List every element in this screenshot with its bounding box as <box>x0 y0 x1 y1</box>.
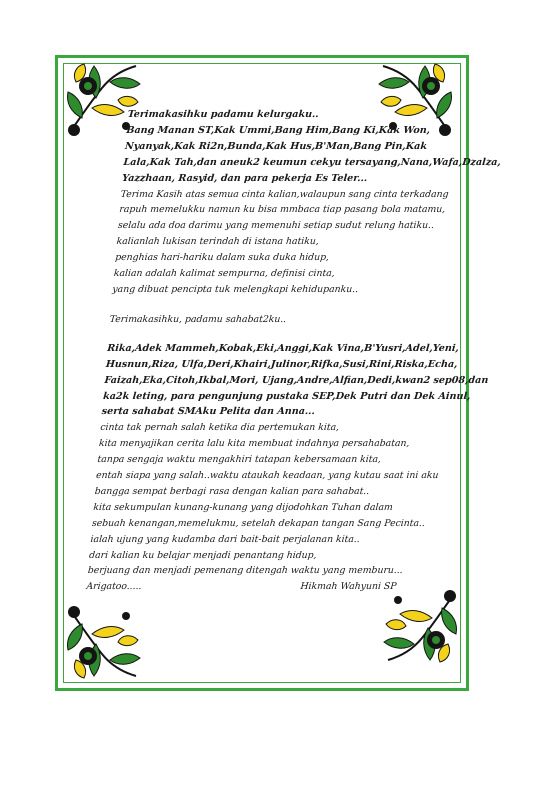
letter-line: selalu ada doa darimu yang memenuhi setiap sudut relung hatiku.. <box>117 220 435 232</box>
letter-line: yang dibuat pencipta tuk melengkapi kehidupanku.. <box>111 283 359 295</box>
letter-line: entah siapa yang salah..waktu ataukah keadaan, yang kutau saat ini aku <box>95 470 439 482</box>
signature: Hikmah Wahyuni SP <box>299 581 397 593</box>
friends-names-line: Husnun,Riza, Ulfa,Deri,Khairi,Julinor,Rifka,Susi,Rini,Riska,Echa, <box>105 358 458 370</box>
section-gap <box>108 328 459 341</box>
friends-names-line: ka2k leting, para pengunjung pustaka SEP,Dek Putri dan Dek Ainul, <box>102 390 471 402</box>
letter-line: berjuang dan menjadi pemenang ditengah waktu yang memburu... <box>87 565 404 577</box>
letter-line: kalian adalah kalimat sempurna, definisi cinta, <box>113 268 336 280</box>
letter-line: kita sekumpulan kunang-kunang yang dijodohkan Tuhan dalam <box>92 501 394 513</box>
friends-names-line: serta sahabat SMAku Pelita dan Anna... <box>101 406 316 418</box>
letter-body <box>85 107 502 595</box>
section-gap <box>110 298 461 312</box>
closing-row <box>86 579 437 595</box>
letter-line: ialah ujung yang kudamba dari bait-bait perjalanan kita.. <box>90 533 361 545</box>
family-heading: Terimakasihku padamu kelurgaku.. <box>127 109 320 120</box>
friends-names-line: Rika,Adek Mammeh,Kobak,Eki,Anggi,Kak Vina,B'Yusri,Adel,Yeni, <box>106 342 460 354</box>
letter-line: tanpa sengaja waktu mengakhiri tatapan kebersamaan kita, <box>97 454 382 466</box>
friends-names-line: Faizah,Eka,Citoh,Ikbal,Mori, Ujang,Andre,Alfian,Dedi,kwan2 sep08,dan <box>103 374 489 386</box>
letter-line: penghias hari-hariku dalam suka duka hidup, <box>114 252 330 264</box>
friends-section <box>87 312 489 580</box>
closing-text: Arigatoo..... <box>85 581 143 593</box>
floral-corner-bottom-left-icon <box>62 602 142 682</box>
letter-line: cinta tak pernah salah ketika dia pertemukan kita, <box>99 422 340 434</box>
letter-line: bangga sempat berbagi rasa dengan kalian para sahabat.. <box>94 485 370 497</box>
letter-line: Terima Kasih atas semua cinta kalian,walaupun sang cinta terkadang <box>120 188 450 200</box>
family-names-line: Bang Manan ST,Kak Ummi,Bang Him,Bang Ki,Kak Won, <box>125 124 431 136</box>
family-names-line: Yazzhaan, Rasyid, dan para pekerja Es Teler... <box>121 172 368 184</box>
family-names-line: Nyanyak,Kak Ri2n,Bunda,Kak Hus,B'Man,Bang Pin,Kak <box>124 140 428 152</box>
letter-line: sebuah kenangan,memelukmu, setelah dekapan tangan Sang Pecinta.. <box>91 517 426 529</box>
letter-line: kita menyajikan cerita lalu kita membuat indahnya persahabatan, <box>98 438 410 450</box>
letter-line: kalianlah lukisan terindah di istana hatiku, <box>116 236 320 248</box>
family-names-line: Lala,Kak Tah,dan aneuk2 keumun cekyu tersayang,Nana,Wafa,Dzalza, <box>123 156 502 168</box>
family-section <box>111 107 502 298</box>
friends-heading: Terimakasihku, padamu sahabat2ku.. <box>109 313 287 325</box>
letter-line: rapuh memelukku namun ku bisa mmbaca tiap pasang bola matamu, <box>118 204 446 216</box>
letter-line: dari kalian ku belajar menjadi penantang hidup, <box>88 549 318 561</box>
floral-corner-bottom-right-icon <box>382 586 462 666</box>
